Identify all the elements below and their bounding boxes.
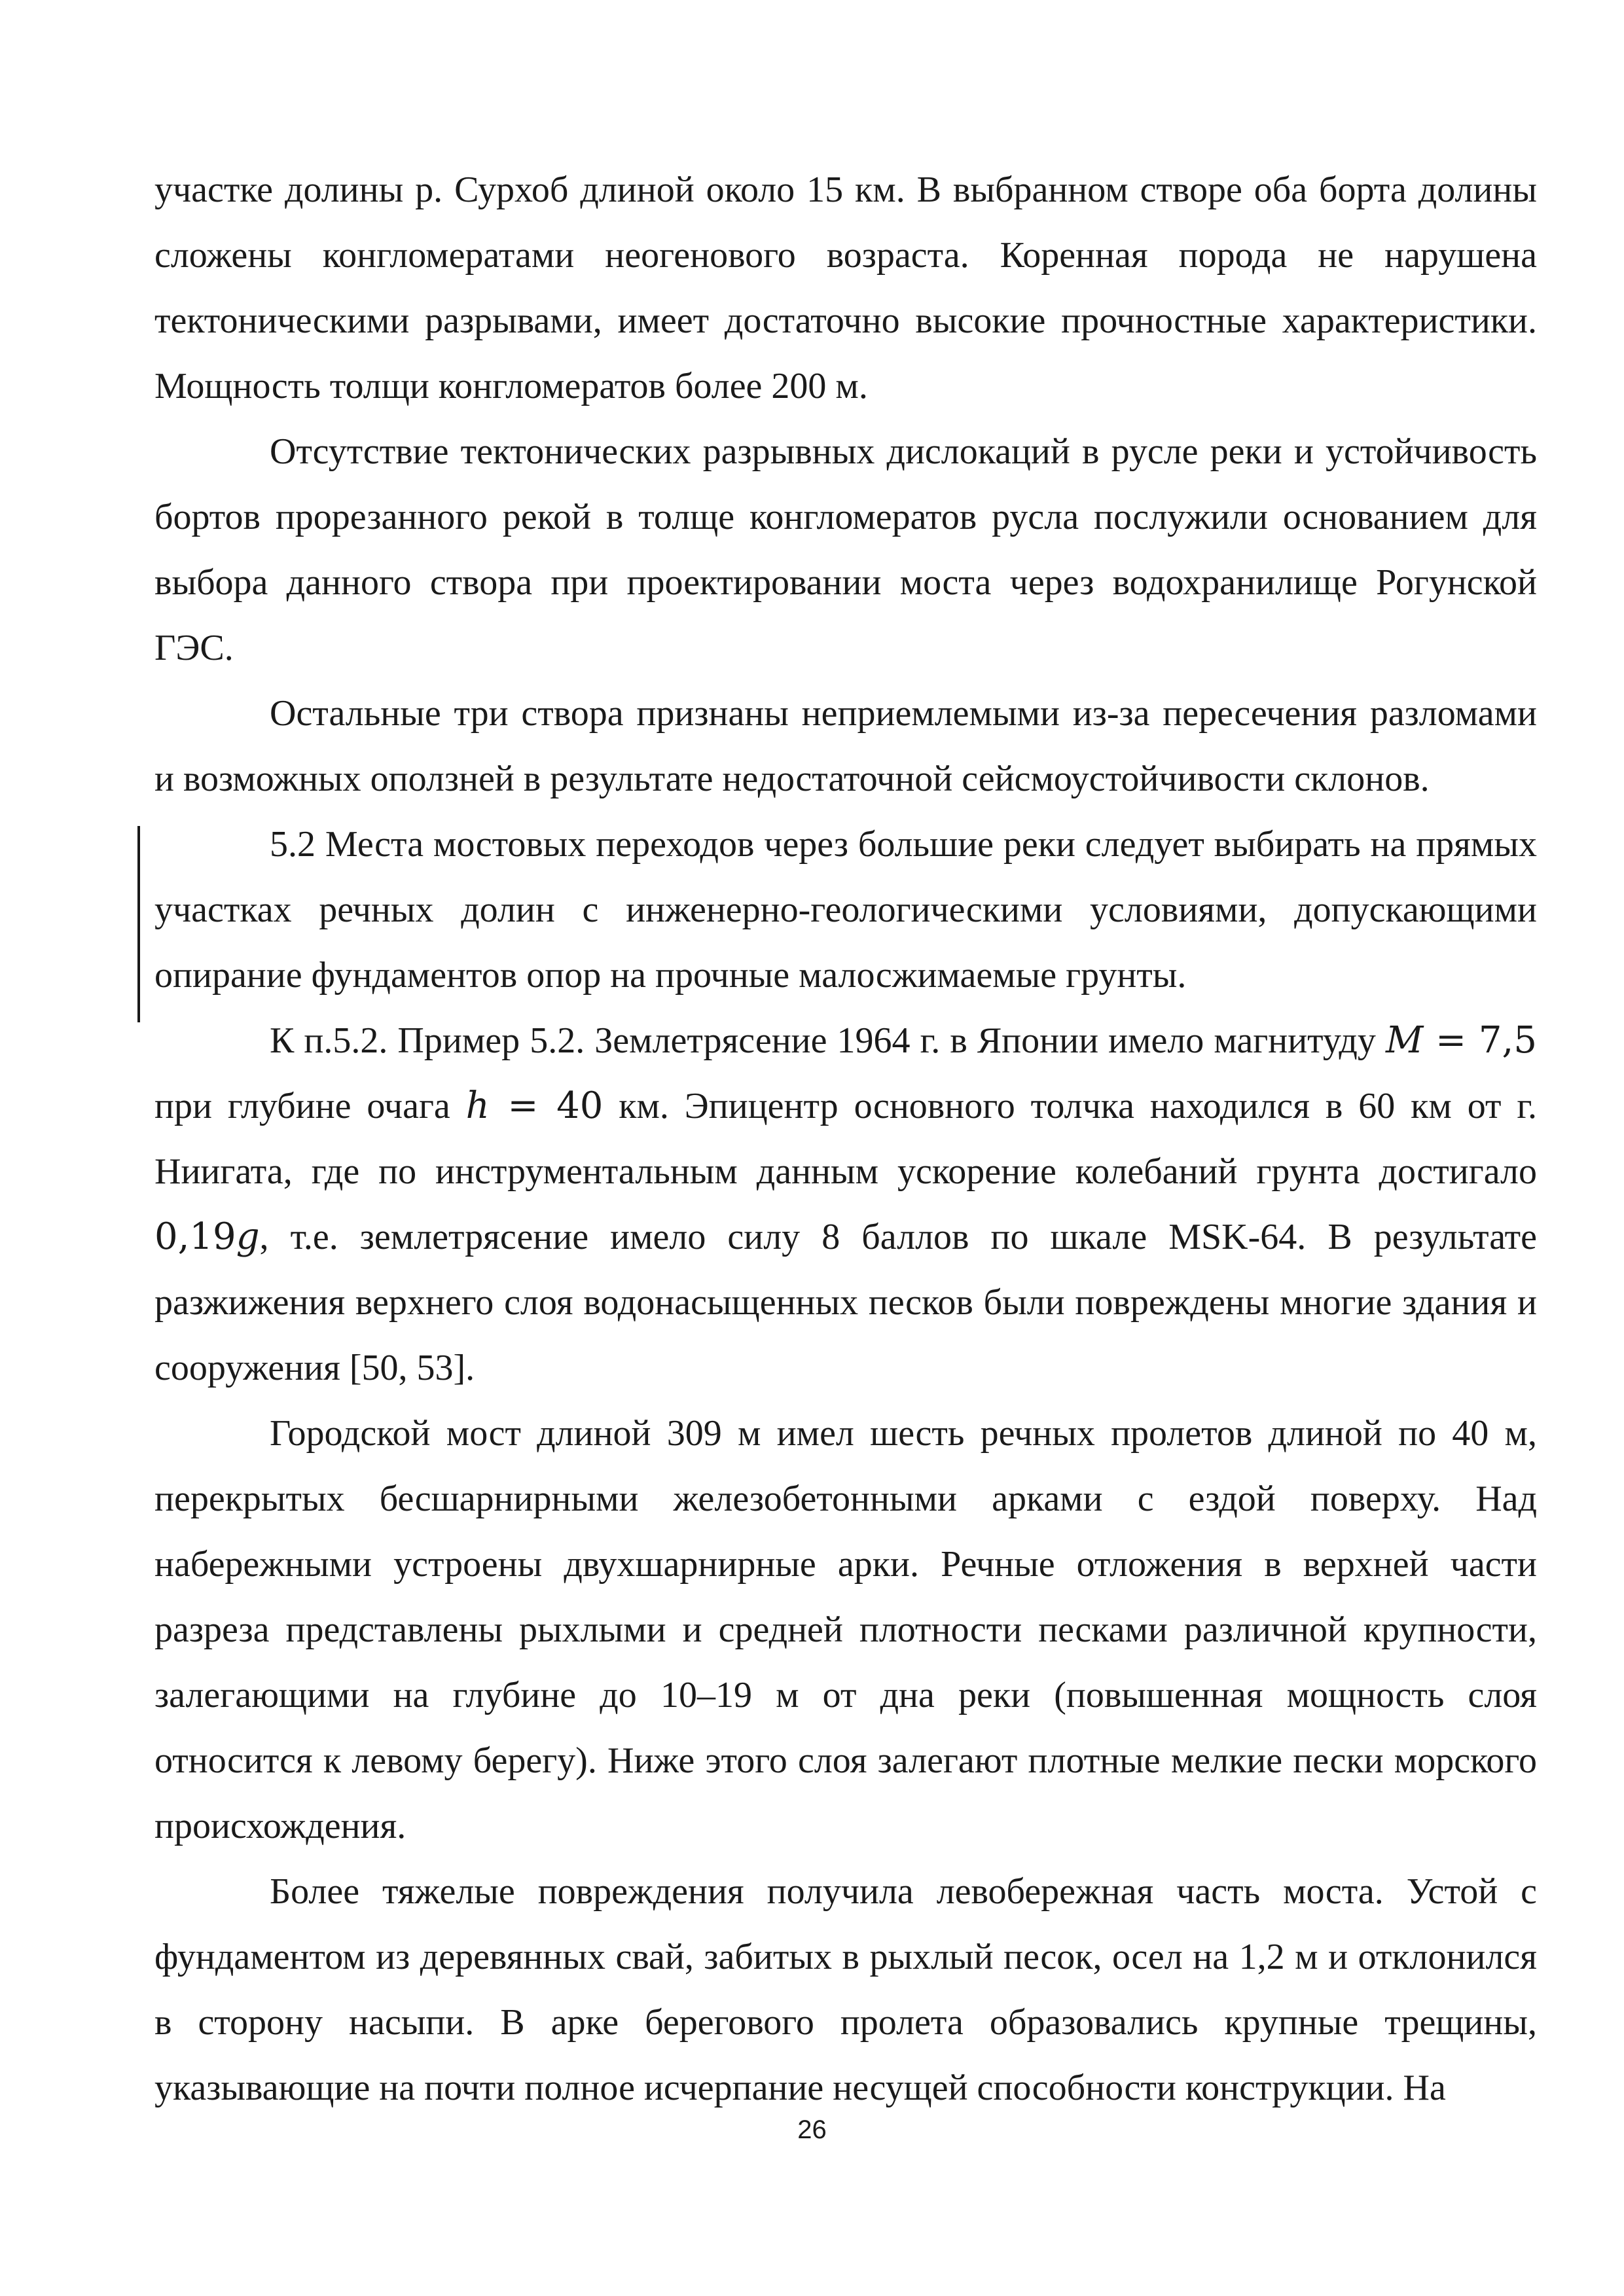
example-text-3: км. Эпицентр основного толчка находился в 60 км от г. Ниигата, где по инструментальным данным ускорение колебаний грунта достигало (154, 1086, 1537, 1192)
page-body (154, 157, 1537, 2121)
depth-symbol: h (465, 1085, 490, 1127)
magnitude-value: = 7,5 (1423, 1019, 1537, 1062)
paragraph-example-5-2 (154, 1008, 1537, 1401)
example-text-2: при глубине очага (154, 1086, 466, 1126)
paragraph-continuation: участке долины р. Сурхоб длиной около 15 км. В выбранном створе оба борта долины сложены конгломератами неогенового возраста. Коренная порода не нарушена тектоническими разрывами, имеет достаточно высокие прочностные характеристики. Мощность толщи конгломератов более 200 м. (154, 170, 1537, 406)
example-text-4: , т.е. землетрясение имело силу 8 баллов по шкале MSK-64. В результате разжижения верхнего слоя водонасыщенных песков были повреждены многие здания и сооружения [50, 53]. (154, 1217, 1537, 1388)
page-number: 26 (797, 2115, 827, 2144)
acceleration-value: 0,19 (154, 1215, 236, 1258)
gravity-symbol: g (236, 1215, 260, 1258)
paragraph-city-bridge: Городской мост длиной 309 м имел шесть речных пролетов длиной по 40 м, перекрытых бесшарнирными железобетонными арками с ездой поверху. Над набережными устроены двухшарнирные арки. Речные отложения в верхней части разреза представлены рыхлыми и средней плотности песками различной крупности, залегающими на глубине до 10–19 м от дна реки (повышенная мощность слоя относится к левому берегу). Ниже этого слоя залегают плотные мелкие пески морского происхождения. (154, 1413, 1537, 1846)
paragraph-damage: Более тяжелые повреждения получила левобережная часть моста. Устой с фундаментом из деревянных свай, забитых в рыхлый песок, осел на 1,2 м и отклонился в сторону насыпи. В арке берегового пролета образовались крупные трещины, указывающие на почти полное исчерпание несущей способности конструкции. На (154, 1871, 1537, 2108)
paragraph-section-5-2: 5.2 Места мостовых переходов через большие реки следует выбирать на прямых участках речных долин с инженерно-геологическими условиями, допускающими опирание фундаментов опор на прочные малосжимаемые грунты. (154, 824, 1537, 996)
paragraph-no-faults: Отсутствие тектонических разрывных дислокаций в русле реки и устойчивость бортов прорезанного рекой в толще конгломератов русла послужили основанием для выбора данного створа при проектировании моста через водохранилище Рогунской ГЭС. (154, 431, 1537, 668)
magnitude-symbol: M (1385, 1019, 1424, 1062)
depth-value: = 40 (489, 1085, 604, 1127)
revision-bar (137, 826, 140, 1022)
paragraph-other-sites: Остальные три створа признаны неприемлемыми из-за пересечения разломами и возможных оползней в результате недостаточной сейсмоустойчивости склонов. (154, 693, 1537, 799)
example-text-1: К п.5.2. Пример 5.2. Землетрясение 1964 г. в Японии имело магнитуду (270, 1020, 1386, 1061)
